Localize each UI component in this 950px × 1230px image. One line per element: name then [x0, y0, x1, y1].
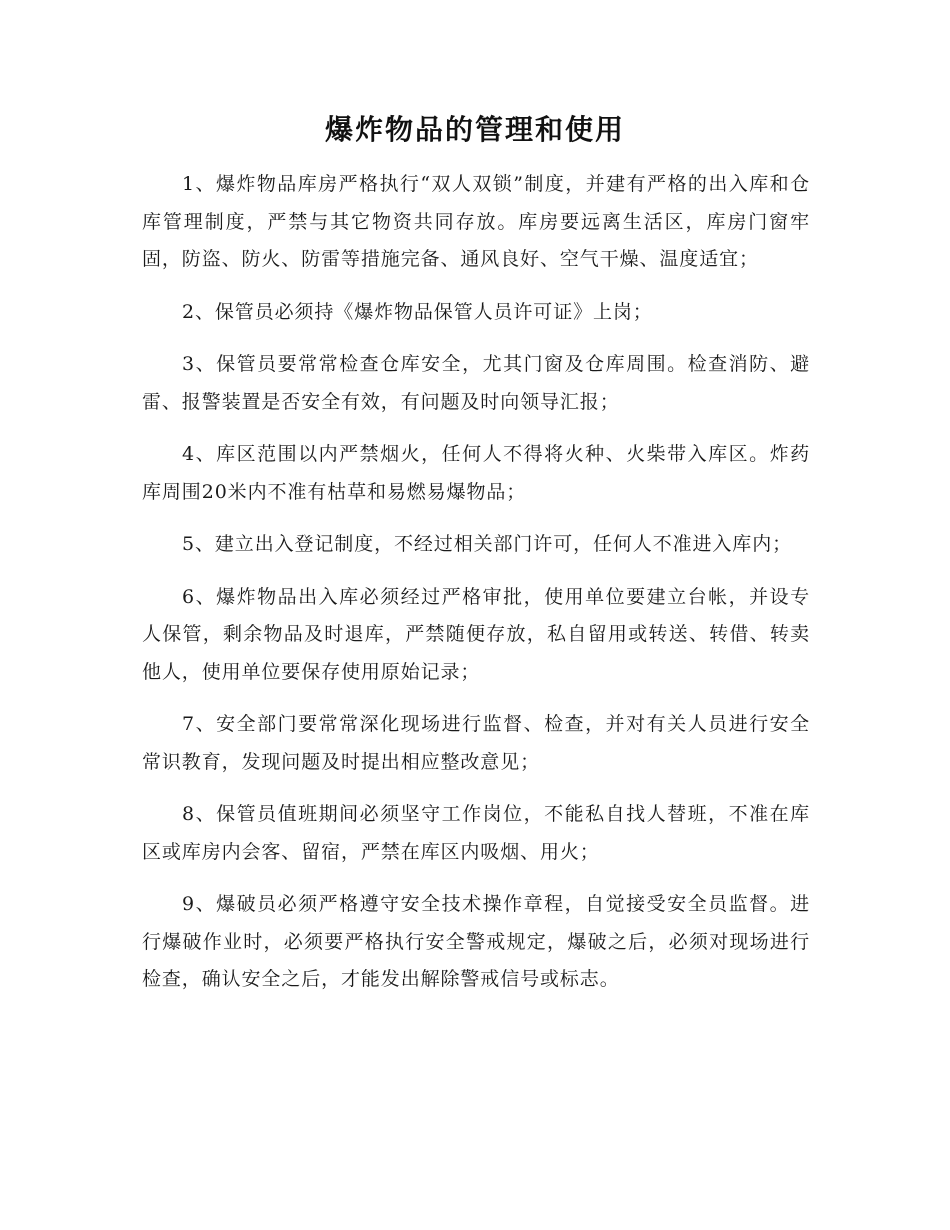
- paragraph-1: 1、爆炸物品库房严格执行“双人双锁”制度，并建有严格的出入库和仓库管理制度，严禁与其它物资共同存放。库房要远离生活区，库房门窗牢固，防盗、防火、防雷等措施完备、通风良好、空气干燥、温度适宜；: [142, 173, 810, 270]
- paragraph-9: 9、爆破员必须严格遵守安全技术操作章程，自觉接受安全员监督。进行爆破作业时，必须要严格执行安全警戒规定，爆破之后，必须对现场进行检查，确认安全之后，才能发出解除警戒信号或标志。: [142, 893, 810, 990]
- paragraph-6: 6、爆炸物品出入库必须经过严格审批，使用单位要建立台帐，并设专人保管，剩余物品及时退库，严禁随便存放，私自留用或转送、转借、转卖他人，使用单位要保存使用原始记录；: [142, 585, 810, 683]
- paragraph-2: 2、保管员必须持《爆炸物品保管人员许可证》上岗；: [182, 300, 653, 323]
- paragraph-4: 4、库区范围以内严禁烟火，任何人不得将火种、火柴带入库区。炸药库周围20米内不准有枯草和易燃易爆物品；: [142, 443, 810, 503]
- paragraph-5: 5、建立出入登记制度，不经过相关部门许可，任何人不准进入库内；: [182, 533, 792, 555]
- paragraph-3: 3、保管员要常常检查仓库安全，尤其门窗及仓库周围。检查消防、避雷、报警装置是否安全有效，有问题及时向领导汇报；: [142, 353, 810, 413]
- paragraph-7: 7、安全部门要常常深化现场进行监督、检查，并对有关人员进行安全常识教育，发现问题及时提出相应整改意见；: [142, 713, 810, 773]
- document-title: 爆炸物品的管理和使用: [324, 113, 625, 146]
- paragraph-8: 8、保管员值班期间必须坚守工作岗位，不能私自找人替班，不准在库区或库房内会客、留宿，严禁在库区内吸烟、用火；: [142, 803, 810, 863]
- document-body: [142, 166, 810, 1014]
